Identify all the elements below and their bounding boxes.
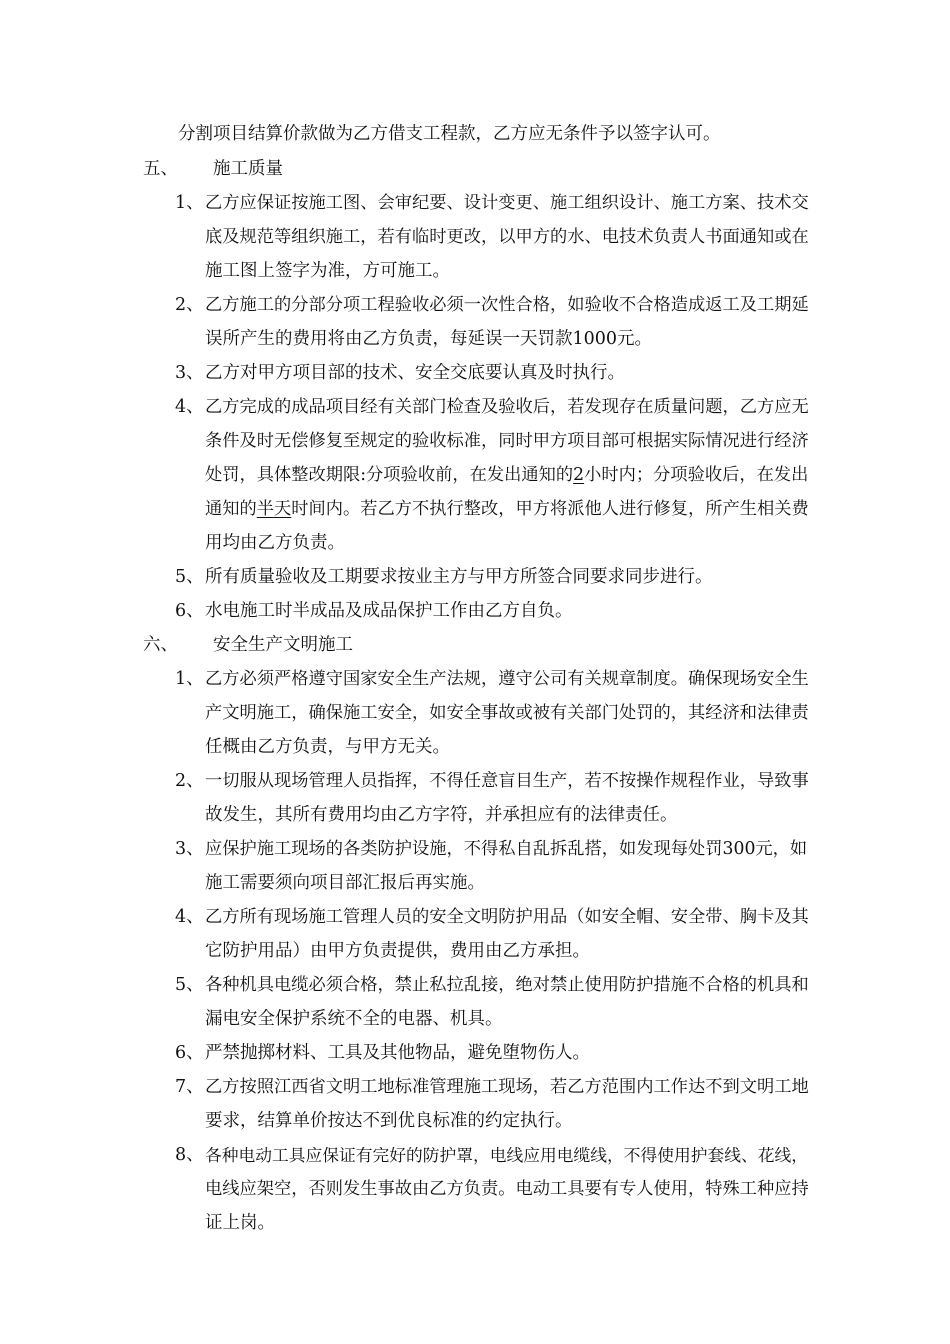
underlined-value: 半天 [256,499,292,519]
item-line: 条件及时无偿修复至规定的验收标准，同时甲方项目部可根据实际情况进行经济 [205,431,809,451]
item-text: 处罚，具体整改期限:分项验收前，在发出通知的 [205,465,574,485]
item-line: 施工需要须向项目部汇报后再实施。 [205,873,485,893]
item-line: 乙方所有现场施工管理人员的安全文明防护用品（如安全帽、安全带、胸卡及其 [205,907,809,927]
item-number: 4、 [175,397,204,417]
item-line: 乙方应保证按施工图、会审纪要、设计变更、施工组织设计、施工方案、技术交 [205,193,809,213]
item-number: 2、 [175,295,204,315]
item-line: 证上岗。 [205,1213,275,1233]
item-line [205,463,808,487]
item-line: 一切服从现场管理人员指挥，不得任意盲目生产，若不按操作规程作业，导致事 [205,771,809,791]
item-number: 7、 [175,1077,204,1097]
item-line: 误所产生的费用将由乙方负责，每延误一天罚款1000元。 [205,329,653,349]
intro-line: 分割项目结算价款做为乙方借支工程款，乙方应无条件予以签字认可。 [178,124,721,144]
item-line: 电线应架空，否则发生事故由乙方负责。电动工具要有专人使用，特殊工种应持 [205,1179,809,1199]
item-line: 各种电动工具应保证有完好的防护罩，电线应用电缆线，不得使用护套线、花线， [205,1145,809,1165]
item-number: 5、 [175,975,204,995]
item-line: 应保护施工现场的各类防护设施，不得私自乱拆乱搭，如发现每处罚300元，如 [205,839,808,859]
item-line: 它防护用品）由甲方负责提供，费用由乙方承担。 [205,941,590,961]
item-line: 故发生，其所有费用均由乙方字符，并承担应有的法律责任。 [205,805,678,825]
item-number: 3、 [175,839,204,859]
item-line: 严禁抛掷材料、工具及其他物品，避免堕物伤人。 [205,1043,590,1063]
item-number: 6、 [175,601,204,621]
item-line: 乙方对甲方项目部的技术、安全交底要认真及时执行。 [205,363,625,383]
item-line [205,497,809,521]
item-line: 乙方施工的分部分项工程验收必须一次性合格，如验收不合格造成返工及工期延 [205,295,809,315]
item-text: 通知的 [205,499,257,519]
item-number: 1、 [175,193,204,213]
item-line: 用均由乙方负责。 [205,533,345,553]
item-text: 时间内。若乙方不执行整改，甲方将派他人进行修复，所产生相关费 [291,499,809,519]
section-number: 六、 [143,635,178,655]
item-line: 施工图上签字为准，方可施工。 [205,261,450,281]
section-title: 安全生产文明施工 [213,635,353,655]
item-number: 5、 [175,567,204,587]
item-line: 乙方必须严格遵守国家安全生产法规，遵守公司有关规章制度。确保现场安全生 [205,669,809,689]
item-line: 各种机具电缆必须合格，禁止私拉乱接，绝对禁止使用防护措施不合格的机具和 [205,975,809,995]
item-text: 小时内；分项验收后，在发出 [584,465,809,485]
item-number: 1、 [175,669,204,689]
item-line: 乙方完成的成品项目经有关部门检查及验收后，若发现存在质量问题，乙方应无 [205,397,809,417]
section-title: 施工质量 [213,159,283,179]
section-number: 五、 [143,159,178,179]
item-number: 4、 [175,907,204,927]
item-number: 6、 [175,1043,204,1063]
item-line: 水电施工时半成品及成品保护工作由乙方自负。 [205,601,573,621]
item-line: 底及规范等组织施工，若有临时更改，以甲方的水、电技术负责人书面通知或在 [205,227,809,247]
item-number: 3、 [175,363,204,383]
item-line: 所有质量验收及工期要求按业主方与甲方所签合同要求同步进行。 [205,567,713,587]
item-number: 2、 [175,771,204,791]
item-number: 8、 [175,1145,204,1165]
item-line: 任概由乙方负责，与甲方无关。 [205,737,450,757]
item-line: 漏电安全保护系统不全的电器、机具。 [205,1009,503,1029]
underlined-value: 2 [573,465,585,485]
item-line: 要求，结算单价按达不到优良标准的约定执行。 [205,1111,573,1131]
item-line: 乙方按照江西省文明工地标准管理施工现场，若乙方范围内工作达不到文明工地 [205,1077,809,1097]
item-line: 产文明施工，确保施工安全，如安全事故或被有关部门处罚的，其经济和法律责 [205,703,809,723]
